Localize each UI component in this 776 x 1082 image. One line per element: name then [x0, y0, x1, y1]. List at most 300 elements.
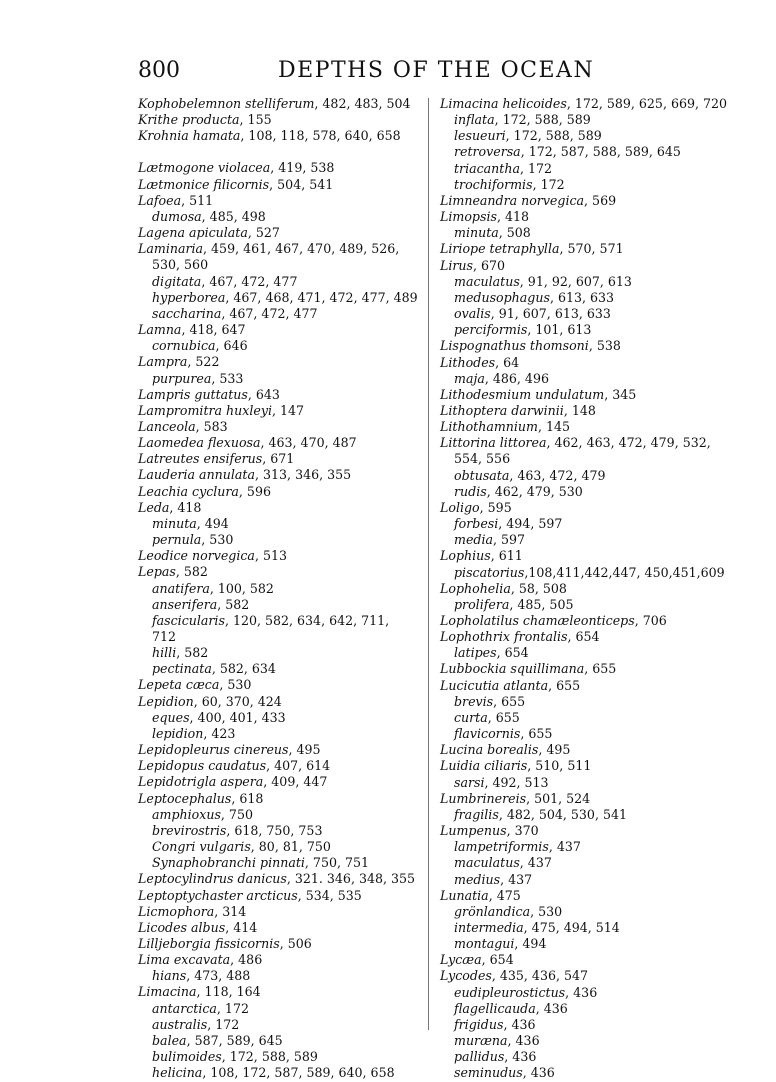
- index-subentry: [138, 807, 420, 823]
- entry-pages: , 370: [506, 823, 539, 839]
- entry-name: dumosa: [152, 208, 202, 224]
- entry-pages: , 495: [288, 742, 321, 758]
- entry-pages: , 436: [565, 984, 598, 1000]
- entry-name: australis: [152, 1016, 208, 1032]
- entry-pages: , 495: [538, 742, 571, 758]
- entry-name: Lepidopleurus cinereus: [138, 742, 289, 758]
- entry-name: Lima excavata: [138, 952, 231, 968]
- entry-name: muræna: [454, 1033, 508, 1049]
- entry-pages: , 436: [522, 1065, 555, 1081]
- entry-pages: , 120, 582, 634, 642, 711,: [224, 612, 390, 628]
- entry-pages: , 671: [262, 451, 295, 467]
- index-subentry: [138, 306, 420, 322]
- entry-pages: , 437: [500, 871, 533, 887]
- index-entry: [138, 387, 420, 403]
- entry-name: purpurea: [152, 370, 212, 386]
- entry-pages: , 613, 633: [549, 289, 615, 305]
- entry-pages: , 618: [231, 790, 264, 806]
- entry-pages: , 655: [493, 693, 526, 709]
- index-entry: [440, 758, 736, 774]
- entry-pages: , 534, 535: [297, 887, 362, 903]
- index-subentry: [440, 726, 736, 742]
- entry-name: brevirostris: [152, 822, 227, 838]
- index-entry: [138, 791, 420, 807]
- entry-pages: , 494, 597: [498, 516, 563, 532]
- entry-pages: , 513: [254, 548, 287, 564]
- index-subentry: [440, 1001, 736, 1017]
- entry-pages: , 437: [519, 855, 552, 871]
- entry-pages: , 501, 524: [526, 790, 591, 806]
- index-entry: [138, 694, 420, 710]
- index-entry: [138, 888, 420, 904]
- entry-pages: , 436: [507, 1033, 540, 1049]
- entry-name: seminudus: [454, 1065, 523, 1081]
- entry-name: Lampromitra huxleyi: [138, 402, 272, 418]
- index-entry: [138, 96, 420, 112]
- entry-name: Krohnia hamata: [138, 128, 241, 144]
- index-subentry: [440, 872, 736, 888]
- entry-name: fragilis: [454, 806, 499, 822]
- entry-pages: , 80, 81, 750: [250, 839, 331, 855]
- entry-pages: , 108, 172, 587, 589, 640, 658: [202, 1065, 395, 1081]
- index-entry: [138, 403, 420, 419]
- entry-name: eudipleurostictus: [454, 984, 566, 1000]
- entry-name: Krithe producta: [138, 112, 240, 128]
- entry-pages: , 510, 511: [527, 758, 592, 774]
- index-entry: [138, 564, 420, 580]
- entry-pages: , 423: [203, 725, 236, 741]
- entry-pages: , 655: [584, 661, 617, 677]
- entry-pages: , 418: [496, 209, 529, 225]
- entry-name: frigidus: [454, 1016, 504, 1032]
- index-entry: [440, 258, 736, 274]
- entry-pages: , 706: [634, 613, 667, 628]
- index-subentry: [440, 274, 736, 290]
- column-divider: [428, 98, 429, 1030]
- entry-pages: , 618, 750, 753: [226, 822, 323, 838]
- index-subentry: [440, 516, 736, 532]
- entry-name: saccharina: [152, 305, 222, 321]
- entry-name: Luidia ciliaris: [440, 758, 528, 774]
- entry-pages: , 570, 571: [559, 241, 624, 257]
- entry-pages: 530, 560: [152, 257, 209, 273]
- index-subentry: [440, 694, 736, 710]
- entry-name: hilli: [152, 645, 177, 661]
- entry-pages: , 750: [220, 806, 253, 822]
- entry-name: Lepidopus caudatus: [138, 758, 267, 774]
- entry-pages: , 437: [548, 839, 581, 855]
- index-subentry: [138, 823, 420, 839]
- entry-pages: , 91, 92, 607, 613: [519, 273, 632, 289]
- entry-pages: , 475, 494, 514: [523, 919, 620, 935]
- index-column-left: [138, 96, 420, 1081]
- entry-pages: , 475: [488, 887, 521, 903]
- index-subentry: [440, 322, 736, 338]
- entry-name: Limneandra norvegica: [440, 192, 585, 208]
- entry-pages: , 436: [504, 1049, 537, 1065]
- entry-name: Lepeta cæca: [138, 677, 220, 693]
- index-subentry: [138, 968, 420, 984]
- entry-pages: , 172: [519, 160, 553, 176]
- entry-name: rudis: [454, 483, 487, 499]
- index-subentry: [138, 581, 420, 597]
- entry-name: Lagena apiculata: [138, 225, 248, 241]
- entry-name: curta: [454, 709, 488, 725]
- entry-name: Limopsis: [440, 209, 497, 225]
- entry-pages: , 530: [201, 532, 234, 548]
- entry-pages: , 643: [247, 386, 280, 402]
- index-entry: [138, 160, 420, 176]
- entry-pages: , 414: [225, 919, 258, 935]
- entry-name: triacantha: [454, 160, 520, 176]
- index-subentry: [440, 290, 736, 306]
- entry-name: Lætmogone violacea: [138, 160, 271, 176]
- entry-pages: , 494: [514, 936, 547, 952]
- index-subentry: [138, 257, 420, 273]
- index-subentry: [440, 1033, 736, 1049]
- entry-pages: , 345: [604, 386, 637, 402]
- index-subentry: [138, 532, 420, 548]
- entry-name: Lafoea: [138, 192, 182, 208]
- index-entry: [440, 613, 736, 629]
- entry-pages: , 530: [530, 903, 563, 919]
- entry-name: medusophagus: [454, 289, 550, 305]
- index-entry: [138, 435, 420, 451]
- entry-pages: , 172, 588, 589: [505, 128, 602, 144]
- index-subentry: [440, 839, 736, 855]
- entry-name: Leptocylindrus danicus: [138, 871, 287, 887]
- entry-pages: , 506: [279, 935, 312, 951]
- entry-pages: , 655: [520, 726, 553, 742]
- index-subentry: [440, 985, 736, 1001]
- index-entry: [138, 936, 420, 952]
- entry-name: Lycodes: [440, 968, 492, 984]
- entry-name: Leda: [138, 499, 170, 515]
- entry-name: Loligo: [440, 499, 480, 515]
- entry-pages: , 313, 346, 355: [255, 467, 352, 483]
- entry-name: retroversa: [454, 144, 521, 160]
- entry-pages: , 435, 436, 547: [491, 968, 589, 984]
- index-subentry: [138, 629, 420, 645]
- entry-pages: , 314: [214, 903, 247, 919]
- entry-name: flavicornis: [454, 726, 521, 742]
- entry-name: Kophobelemnon stelliferum: [138, 96, 315, 111]
- index-entry: [440, 629, 736, 645]
- entry-pages: , 155: [239, 112, 272, 128]
- index-subentry: [138, 338, 420, 354]
- entry-name: brevis: [454, 693, 494, 709]
- entry-pages: , 473, 488: [186, 968, 251, 984]
- entry-name: Limacina helicoides: [440, 96, 567, 111]
- entry-name: Lepidion: [138, 693, 194, 709]
- page-title: DEPTHS OF THE OCEAN: [278, 58, 595, 83]
- entry-name: Lispognathus thomsoni: [440, 338, 589, 354]
- entry-name: Liriope tetraphylla: [440, 241, 560, 257]
- entry-pages: , 597: [493, 532, 526, 548]
- entry-pages: , 595: [479, 499, 512, 515]
- index-entry: [440, 952, 736, 968]
- entry-name: Synaphobranchi pinnati: [152, 855, 305, 871]
- index-entry: [440, 661, 736, 677]
- index-subentry: [440, 225, 736, 241]
- index-subentry: [440, 532, 736, 548]
- entry-pages: 554, 556: [454, 451, 511, 467]
- entry-pages: , 504, 541: [269, 176, 334, 192]
- index-subentry: [138, 516, 420, 532]
- index-subentry: [440, 597, 736, 613]
- index-subentry: [440, 1065, 736, 1081]
- entry-pages: , 467, 468, 471, 472, 477, 489: [225, 289, 418, 305]
- entry-pages: , 482, 483, 504: [314, 96, 411, 111]
- entry-name: grönlandica: [454, 903, 531, 919]
- index-entry: [138, 920, 420, 936]
- entry-name: Lumbrinereis: [440, 790, 527, 806]
- entry-name: medius: [454, 871, 501, 887]
- index-entry: [138, 742, 420, 758]
- entry-name: forbesi: [454, 516, 499, 532]
- index-subentry: [440, 807, 736, 823]
- entry-name: Licodes albus: [138, 919, 226, 935]
- entry-pages: , 100, 582: [209, 580, 274, 596]
- entry-pages: , 459, 461, 467, 470, 489, 526,: [203, 241, 400, 257]
- entry-name: bulimoides: [152, 1049, 222, 1065]
- index-entry: [440, 241, 736, 257]
- entry-name: Licmophora: [138, 903, 215, 919]
- entry-pages: , 91, 607, 613, 633: [490, 306, 611, 322]
- entry-pages: , 58, 508: [510, 580, 567, 596]
- entry-pages: , 522: [187, 354, 220, 370]
- entry-name: Lithodesmium undulatum: [440, 386, 605, 402]
- index-subentry: [440, 645, 736, 661]
- index-entry: [138, 451, 420, 467]
- entry-pages: 712: [152, 629, 177, 644]
- entry-name: perciformis: [454, 322, 528, 338]
- entry-name: helicina: [152, 1065, 203, 1081]
- entry-pages: , 463, 470, 487: [260, 435, 357, 451]
- index-subentry: [138, 1065, 420, 1081]
- index-subentry: [440, 855, 736, 871]
- index-subentry: [138, 1017, 420, 1033]
- entry-name: piscatorius: [454, 564, 525, 580]
- entry-name: latipes: [454, 645, 497, 661]
- entry-name: eques: [152, 709, 190, 725]
- index-entry: [138, 354, 420, 370]
- index-subentry: [440, 936, 736, 952]
- entry-pages: , 467, 472, 477: [201, 273, 298, 289]
- entry-name: anatifera: [152, 580, 210, 596]
- entry-pages: , 596: [238, 483, 271, 499]
- index-entry: [440, 791, 736, 807]
- index-entry: [138, 419, 420, 435]
- index-entry: [138, 677, 420, 693]
- entry-name: intermedia: [454, 919, 524, 935]
- index-entry: [440, 387, 736, 403]
- entry-pages: , 418, 647: [181, 322, 246, 338]
- index-entry: [138, 952, 420, 968]
- entry-pages: , 654: [481, 952, 514, 968]
- entry-pages: , 60, 370, 424: [193, 693, 282, 709]
- entry-pages: , 583: [195, 418, 228, 434]
- index-subentry: [138, 597, 420, 613]
- entry-name: flagellicauda: [454, 1000, 536, 1016]
- entry-name: Lithodes: [440, 354, 496, 370]
- entry-name: lesueuri: [454, 128, 506, 144]
- index-subentry: [138, 613, 420, 629]
- entry-pages: , 654: [567, 629, 600, 645]
- index-subentry: [440, 128, 736, 144]
- entry-pages: , 436: [503, 1016, 536, 1032]
- entry-pages: , 463, 472, 479: [509, 467, 606, 483]
- entry-pages: , 527: [247, 225, 280, 241]
- index-subentry: [440, 112, 736, 128]
- index-entry: [440, 435, 736, 451]
- entry-name: pernula: [152, 532, 202, 548]
- index-entry: [440, 419, 736, 435]
- entry-name: Laomedea flexuosa: [138, 435, 261, 451]
- entry-pages: , 101, 613: [527, 322, 592, 338]
- entry-name: Lophius: [440, 548, 491, 564]
- index-entry: [138, 500, 420, 516]
- page-number: 800: [138, 58, 180, 83]
- entry-pages: , 172, 588, 589: [494, 112, 591, 128]
- entry-name: ovalis: [454, 306, 491, 322]
- index-entry: [440, 500, 736, 516]
- entry-pages: , 494: [196, 515, 229, 531]
- entry-pages: , 172: [532, 176, 565, 192]
- entry-pages: , 646: [215, 338, 248, 354]
- index-subentry: [440, 484, 736, 500]
- entry-name: Lirus: [440, 257, 473, 273]
- entry-pages: , 582: [176, 645, 209, 661]
- index-entry: [138, 774, 420, 790]
- entry-name: digitata: [152, 273, 202, 289]
- index-subentry: [138, 661, 420, 677]
- entry-pages: , 321. 346, 348, 355: [286, 871, 416, 887]
- entry-name: Lophohelia: [440, 580, 511, 596]
- entry-name: Lubbockia squillimana: [440, 661, 585, 677]
- entry-pages: , 147: [272, 402, 305, 418]
- index-subentry: [440, 1049, 736, 1065]
- entry-pages: , 64: [495, 354, 520, 370]
- entry-pages: , 148: [563, 402, 596, 418]
- index-entry: [138, 225, 420, 241]
- entry-name: Lunatia: [440, 887, 489, 903]
- index-entry: [440, 888, 736, 904]
- index-entry: [138, 112, 420, 128]
- index-entry: [138, 758, 420, 774]
- index-entry: [440, 338, 736, 354]
- entry-name: anserifera: [152, 596, 218, 612]
- entry-name: Lampra: [138, 354, 188, 370]
- index-entry: [138, 984, 420, 1000]
- entry-pages: , 582: [217, 596, 250, 612]
- index-entry: [440, 355, 736, 371]
- entry-name: Lampris guttatus: [138, 386, 248, 402]
- index-entry: [138, 871, 420, 887]
- entry-name: prolifera: [454, 596, 510, 612]
- entry-pages: , 418: [169, 499, 202, 515]
- entry-pages: , 486, 496: [484, 370, 549, 386]
- index-subentry: [138, 839, 420, 855]
- page-header: [0, 58, 776, 88]
- entry-name: lampetriformis: [454, 839, 549, 855]
- index-subentry: [440, 451, 736, 467]
- entry-pages: , 485, 505: [509, 596, 574, 612]
- entry-name: maja: [454, 370, 485, 386]
- entry-pages: , 172, 589, 625, 669, 720: [566, 96, 728, 111]
- entry-name: Lepas: [138, 564, 176, 580]
- index-entry: [440, 209, 736, 225]
- index-subentry: [440, 306, 736, 322]
- index-subentry: [440, 371, 736, 387]
- entry-name: inflata: [454, 112, 495, 128]
- entry-pages: ,108,411,442,447, 450,451,609: [524, 564, 725, 580]
- entry-pages: , 569: [584, 192, 617, 208]
- index-entry: [138, 484, 420, 500]
- entry-pages: , 655: [548, 677, 581, 693]
- entry-pages: , 400, 401, 433: [189, 709, 286, 725]
- entry-pages: , 172, 588, 589: [221, 1049, 318, 1065]
- index-entry: [138, 467, 420, 483]
- entry-name: Latreutes ensiferus: [138, 451, 263, 467]
- entry-name: trochiformis: [454, 176, 533, 192]
- entry-pages: , 482, 504, 530, 541: [498, 806, 627, 822]
- entry-name: maculatus: [454, 273, 520, 289]
- index-entry: [440, 96, 736, 112]
- entry-name: Leptocephalus: [138, 790, 232, 806]
- index-subentry: [138, 290, 420, 306]
- entry-pages: , 462, 463, 472, 479, 532,: [546, 435, 711, 451]
- entry-pages: , 118, 164: [196, 984, 261, 1000]
- index-subentry: [440, 177, 736, 193]
- entry-name: antarctica: [152, 1000, 217, 1016]
- index-entry: [440, 678, 736, 694]
- entry-name: Lithothamnium: [440, 419, 538, 435]
- entry-pages: , 750, 751: [304, 855, 370, 871]
- index-subentry: [440, 565, 736, 581]
- entry-name: minuta: [152, 515, 197, 531]
- index-subentry: [440, 904, 736, 920]
- entry-name: Leodice norvegica: [138, 548, 255, 564]
- index-subentry: [440, 468, 736, 484]
- index-entry: [440, 968, 736, 984]
- entry-name: Leptoptychaster arcticus: [138, 887, 298, 903]
- index-subentry: [138, 274, 420, 290]
- entry-name: balea: [152, 1032, 187, 1048]
- entry-pages: , 655: [487, 709, 520, 725]
- entry-pages: , 582: [175, 564, 208, 580]
- index-entry: [440, 548, 736, 564]
- index-subentry: [138, 1049, 420, 1065]
- index-subentry: [138, 726, 420, 742]
- index-subentry: [440, 1017, 736, 1033]
- index-entry: [138, 548, 420, 564]
- entry-name: cornubica: [152, 338, 216, 354]
- entry-name: pallidus: [454, 1049, 505, 1065]
- entry-name: Lanceola: [138, 418, 196, 434]
- entry-name: media: [454, 532, 493, 548]
- entry-pages: , 511: [181, 192, 214, 208]
- entry-name: Lepidotrigla aspera: [138, 774, 264, 790]
- index-entry: [138, 128, 420, 144]
- entry-name: Lophothrix frontalis: [440, 629, 568, 645]
- entry-name: Lamna: [138, 322, 182, 338]
- entry-name: Congri vulgaris: [152, 839, 251, 855]
- entry-name: Lucina borealis: [440, 742, 539, 758]
- entry-name: pectinata: [152, 661, 212, 677]
- index-subentry: [440, 161, 736, 177]
- index-subentry: [440, 710, 736, 726]
